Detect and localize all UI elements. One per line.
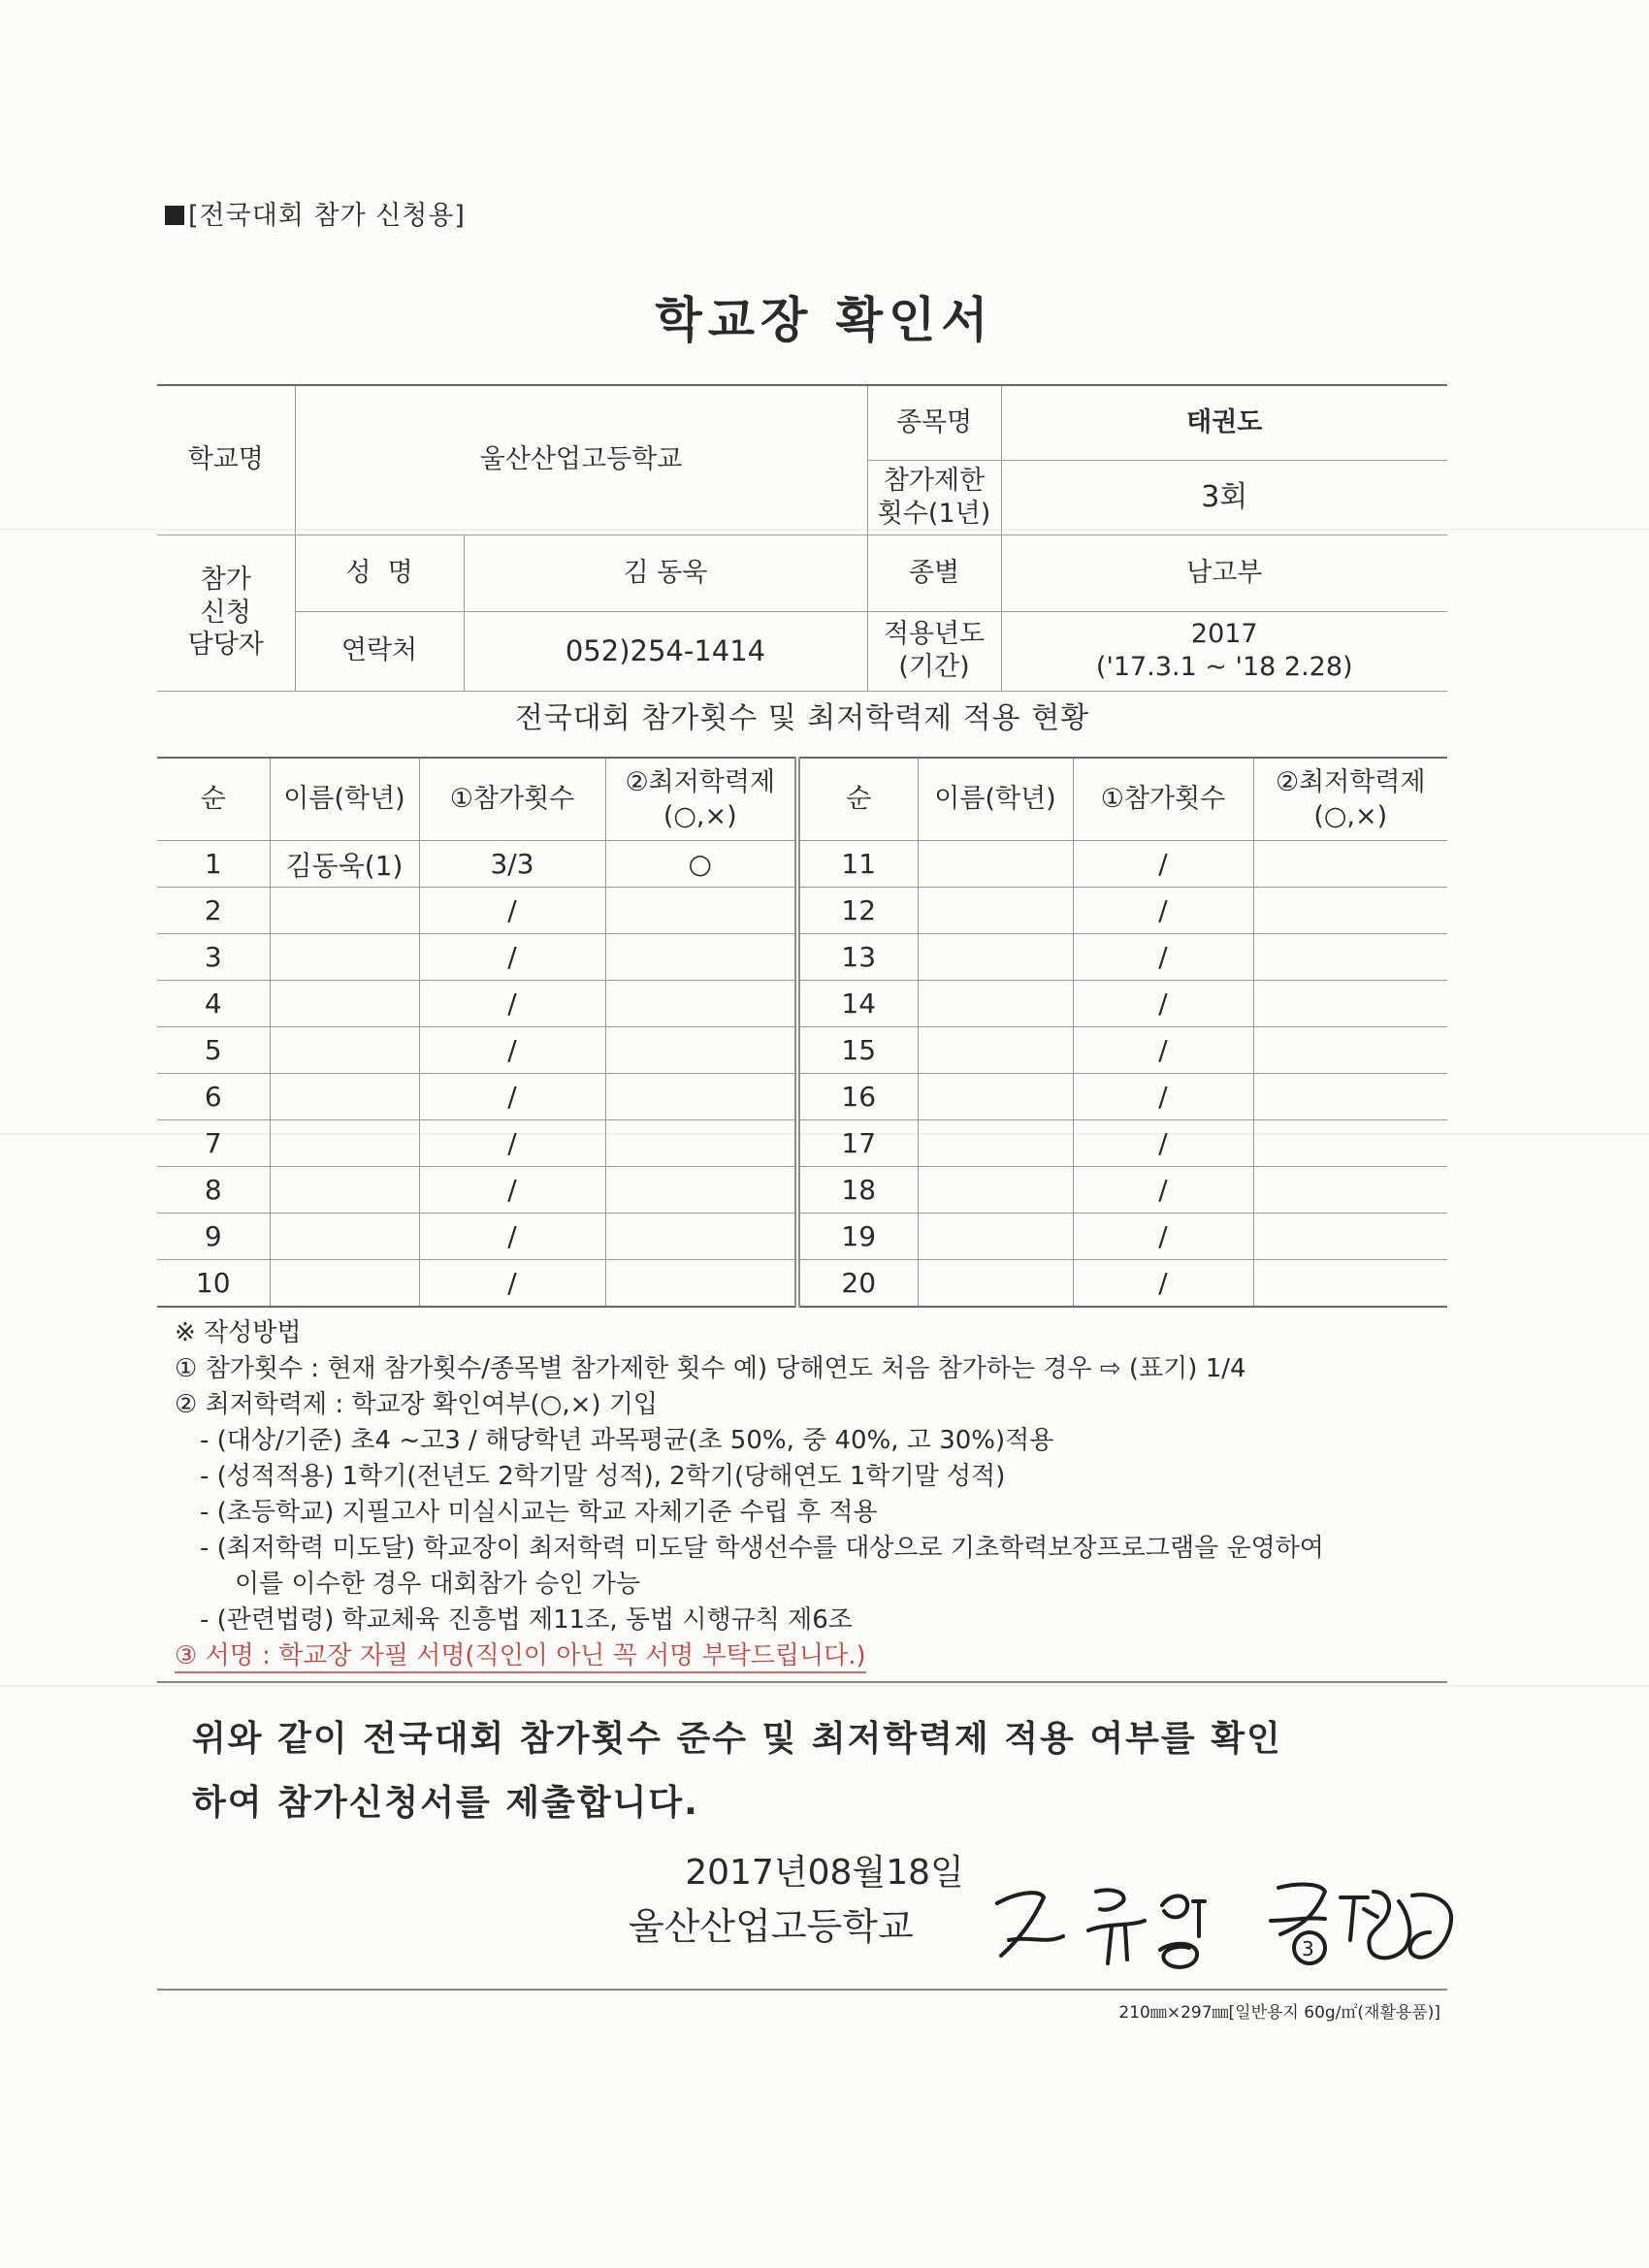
limit-label-line2: 횟수(1년) <box>877 498 991 529</box>
cell-count: / <box>1073 1260 1253 1308</box>
cell-name: 김동욱(1) <box>270 841 419 888</box>
contact-value: 052)254-1414 <box>464 611 867 691</box>
statement-line1: 위와 같이 전국대회 참가횟수 준수 및 최저학력제 적용 여부를 확인 <box>192 1719 1282 1759</box>
manager-label-line3: 담당자 <box>187 630 264 661</box>
cell-count: / <box>1073 1027 1253 1074</box>
school-signature-name: 울산산업고등학교 <box>629 1905 914 1948</box>
table-row <box>157 1214 1447 1260</box>
cell-name <box>270 1167 419 1214</box>
cell-academic <box>1253 1167 1447 1214</box>
issue-date: 2017년08월18일 <box>685 1853 964 1893</box>
table-row <box>157 1167 1447 1214</box>
year-value <box>1001 611 1447 691</box>
cell-num: 15 <box>797 1027 918 1074</box>
col-num: 순 <box>797 758 918 841</box>
col-academic-line1: ②최저학력제 <box>1275 766 1426 797</box>
year-value-line2: ('17.3.1 ~ '18 2.28) <box>1095 652 1353 682</box>
cell-count: / <box>419 1167 605 1214</box>
instruction-subitem: - (초등학교) 지필고사 미실시교는 학교 자체기준 수립 후 적용 <box>200 1498 878 1527</box>
cell-academic <box>605 1074 797 1120</box>
limit-label <box>867 460 1001 535</box>
cell-num: 1 <box>157 841 270 888</box>
cell-count: / <box>1073 841 1253 888</box>
cell-name <box>918 1027 1073 1074</box>
instruction-subitem: - (최저학력 미도달) 학교장이 최저학력 미도달 학생선수를 대상으로 기초학력보장프로그램을 운영하여 <box>200 1534 1324 1563</box>
cell-academic <box>605 981 797 1027</box>
cell-academic <box>605 1260 797 1308</box>
cell-num: 5 <box>157 1027 270 1074</box>
cell-academic <box>605 934 797 981</box>
limit-value: 3회 <box>1001 460 1447 535</box>
col-academic-line2: (○,×) <box>663 801 737 831</box>
document-title: 학교장 확인서 <box>655 292 994 348</box>
event-value: 태권도 <box>1001 385 1447 460</box>
manager-label <box>157 535 295 691</box>
cell-num: 16 <box>797 1074 918 1120</box>
cell-num: 3 <box>157 934 270 981</box>
cell-name <box>270 981 419 1027</box>
cell-num: 19 <box>797 1214 918 1260</box>
col-academic <box>1253 758 1447 841</box>
school-label: 학교명 <box>157 385 295 535</box>
confirmation-statement <box>192 1707 1453 1835</box>
paper-spec-note: 210㎜×297㎜[일반용지 60g/㎡(재활용품)] <box>1118 2003 1440 2023</box>
cell-count: / <box>419 1120 605 1167</box>
cell-name <box>270 1027 419 1074</box>
instruction-subitem: 이를 이수한 경우 대회참가 승인 가능 <box>235 1570 641 1599</box>
instructions-heading: ※ 작성방법 <box>175 1318 302 1347</box>
cell-academic <box>605 1120 797 1167</box>
cell-academic <box>1253 1120 1447 1167</box>
year-label <box>867 611 1001 691</box>
year-value-line1: 2017 <box>1190 619 1258 650</box>
manager-label-line1: 참가 <box>200 564 251 595</box>
year-label-line1: 적용년도 <box>883 619 986 650</box>
instruction-subitem: - (관련법령) 학교체육 진흥법 제11조, 동법 시행규칙 제6조 <box>200 1605 853 1635</box>
cell-count: / <box>419 981 605 1027</box>
cell-count: / <box>419 1214 605 1260</box>
table-row <box>157 934 1447 981</box>
cell-name <box>918 1260 1073 1308</box>
cell-num: 9 <box>157 1214 270 1260</box>
cell-name <box>918 1074 1073 1120</box>
records-body <box>157 841 1447 1308</box>
col-count: ①참가횟수 <box>1073 758 1253 841</box>
col-name: 이름(학년) <box>270 758 419 841</box>
bottom-rule <box>157 1989 1447 1991</box>
year-label-line2: (기간) <box>898 652 970 682</box>
cell-name <box>270 1214 419 1260</box>
col-academic <box>605 758 797 841</box>
cell-academic <box>605 1167 797 1214</box>
records-table <box>157 757 1447 1308</box>
black-square-icon <box>165 206 184 225</box>
cell-academic <box>605 1214 797 1260</box>
table-row <box>157 1027 1447 1074</box>
cell-num: 17 <box>797 1120 918 1167</box>
statement-line2: 하여 참가신청서를 제출합니다. <box>192 1783 699 1823</box>
cell-name <box>270 1120 419 1167</box>
svg-text:3: 3 <box>1302 1937 1314 1960</box>
limit-label-line1: 참가제한 <box>883 465 986 496</box>
cell-count: / <box>1073 1214 1253 1260</box>
cell-count: / <box>419 934 605 981</box>
cell-academic: ○ <box>605 841 797 888</box>
cell-name <box>918 1120 1073 1167</box>
instruction-item: ② 최저학력제 : 학교장 확인여부(○,×) 기입 <box>175 1390 659 1419</box>
info-row <box>157 611 1447 691</box>
table-row <box>157 888 1447 934</box>
col-academic-line2: (○,×) <box>1313 801 1388 831</box>
event-label: 종목명 <box>867 385 1001 460</box>
cell-count: / <box>419 1260 605 1308</box>
col-name: 이름(학년) <box>918 758 1073 841</box>
cell-academic <box>1253 1074 1447 1120</box>
cell-name <box>918 1214 1073 1260</box>
cell-count: / <box>419 888 605 934</box>
table-row <box>157 981 1447 1027</box>
cell-num: 14 <box>797 981 918 1027</box>
division-value: 남고부 <box>1001 535 1447 611</box>
cell-count: 3/3 <box>419 841 605 888</box>
manager-label-line2: 신청 <box>200 597 251 628</box>
cell-academic <box>1253 1214 1447 1260</box>
cell-count: / <box>1073 1167 1253 1214</box>
cell-count: / <box>1073 981 1253 1027</box>
col-num: 순 <box>157 758 270 841</box>
cell-num: 13 <box>797 934 918 981</box>
cell-count: / <box>1073 1120 1253 1167</box>
cell-num: 7 <box>157 1120 270 1167</box>
cell-academic <box>1253 841 1447 888</box>
cell-name <box>270 888 419 934</box>
cell-count: / <box>1073 934 1253 981</box>
signature-note <box>175 1638 1465 1674</box>
instruction-subitem: - (대상/기준) 초4 ~고3 / 해당학년 과목평균(초 50%, 중 40%, 고 30%)적용 <box>200 1426 1054 1455</box>
cell-academic <box>1253 888 1447 934</box>
cell-num: 18 <box>797 1167 918 1214</box>
info-table <box>157 384 1447 692</box>
cell-num: 2 <box>157 888 270 934</box>
cell-academic <box>1253 1260 1447 1308</box>
contact-label: 연락처 <box>295 611 464 691</box>
table-row <box>157 1120 1447 1167</box>
instructions <box>175 1315 1465 1674</box>
cell-name <box>918 934 1073 981</box>
cell-academic <box>605 888 797 934</box>
instruction-subitem: - (성적적용) 1학기(전년도 2학기말 성적), 2학기(당해연도 1학기말 성적) <box>200 1462 1006 1491</box>
handwritten-signature <box>980 1863 1484 1979</box>
cell-name <box>270 1260 419 1308</box>
divider <box>157 1681 1447 1683</box>
cell-num: 20 <box>797 1260 918 1308</box>
table-row <box>157 1260 1447 1308</box>
cell-name <box>270 934 419 981</box>
cell-name <box>270 1074 419 1120</box>
table-row <box>157 841 1447 888</box>
cell-count: / <box>1073 888 1253 934</box>
cell-num: 6 <box>157 1074 270 1120</box>
school-value: 울산산업고등학교 <box>295 385 867 535</box>
cell-academic <box>1253 934 1447 981</box>
cell-academic <box>1253 981 1447 1027</box>
cell-name <box>918 981 1073 1027</box>
cell-name <box>918 888 1073 934</box>
name-value: 김 동욱 <box>464 535 867 611</box>
info-row <box>157 385 1447 460</box>
col-count: ①참가횟수 <box>419 758 605 841</box>
section-title: 전국대회 참가횟수 및 최저학력제 적용 현황 <box>514 701 1090 735</box>
cell-academic <box>605 1027 797 1074</box>
name-label: 성 명 <box>295 535 464 611</box>
instruction-item: ① 참가횟수 : 현재 참가횟수/종목별 참가제한 횟수 예) 당해연도 처음 참가하는 경우 ⇨ (표기) 1/4 <box>175 1354 1246 1383</box>
cell-num: 12 <box>797 888 918 934</box>
division-label: 종별 <box>867 535 1001 611</box>
cell-count: / <box>1073 1074 1253 1120</box>
info-row <box>157 535 1447 611</box>
signature-note-text: ③ 서명 : 학교장 자필 서명(직인이 아닌 꼭 서명 부탁드립니다.) <box>175 1640 866 1673</box>
table-row <box>157 1074 1447 1120</box>
form-type-tag: [전국대회 참가 신청용] <box>165 194 466 232</box>
cell-academic <box>1253 1027 1447 1074</box>
cell-count: / <box>419 1027 605 1074</box>
cell-num: 8 <box>157 1167 270 1214</box>
col-academic-line1: ②최저학력제 <box>625 766 776 797</box>
cell-name <box>918 841 1073 888</box>
cell-num: 10 <box>157 1260 270 1308</box>
cell-num: 4 <box>157 981 270 1027</box>
cell-name <box>918 1167 1073 1214</box>
fold-crease <box>0 1685 1649 1687</box>
cell-num: 11 <box>797 841 918 888</box>
cell-count: / <box>419 1074 605 1120</box>
records-header-row <box>157 758 1447 841</box>
